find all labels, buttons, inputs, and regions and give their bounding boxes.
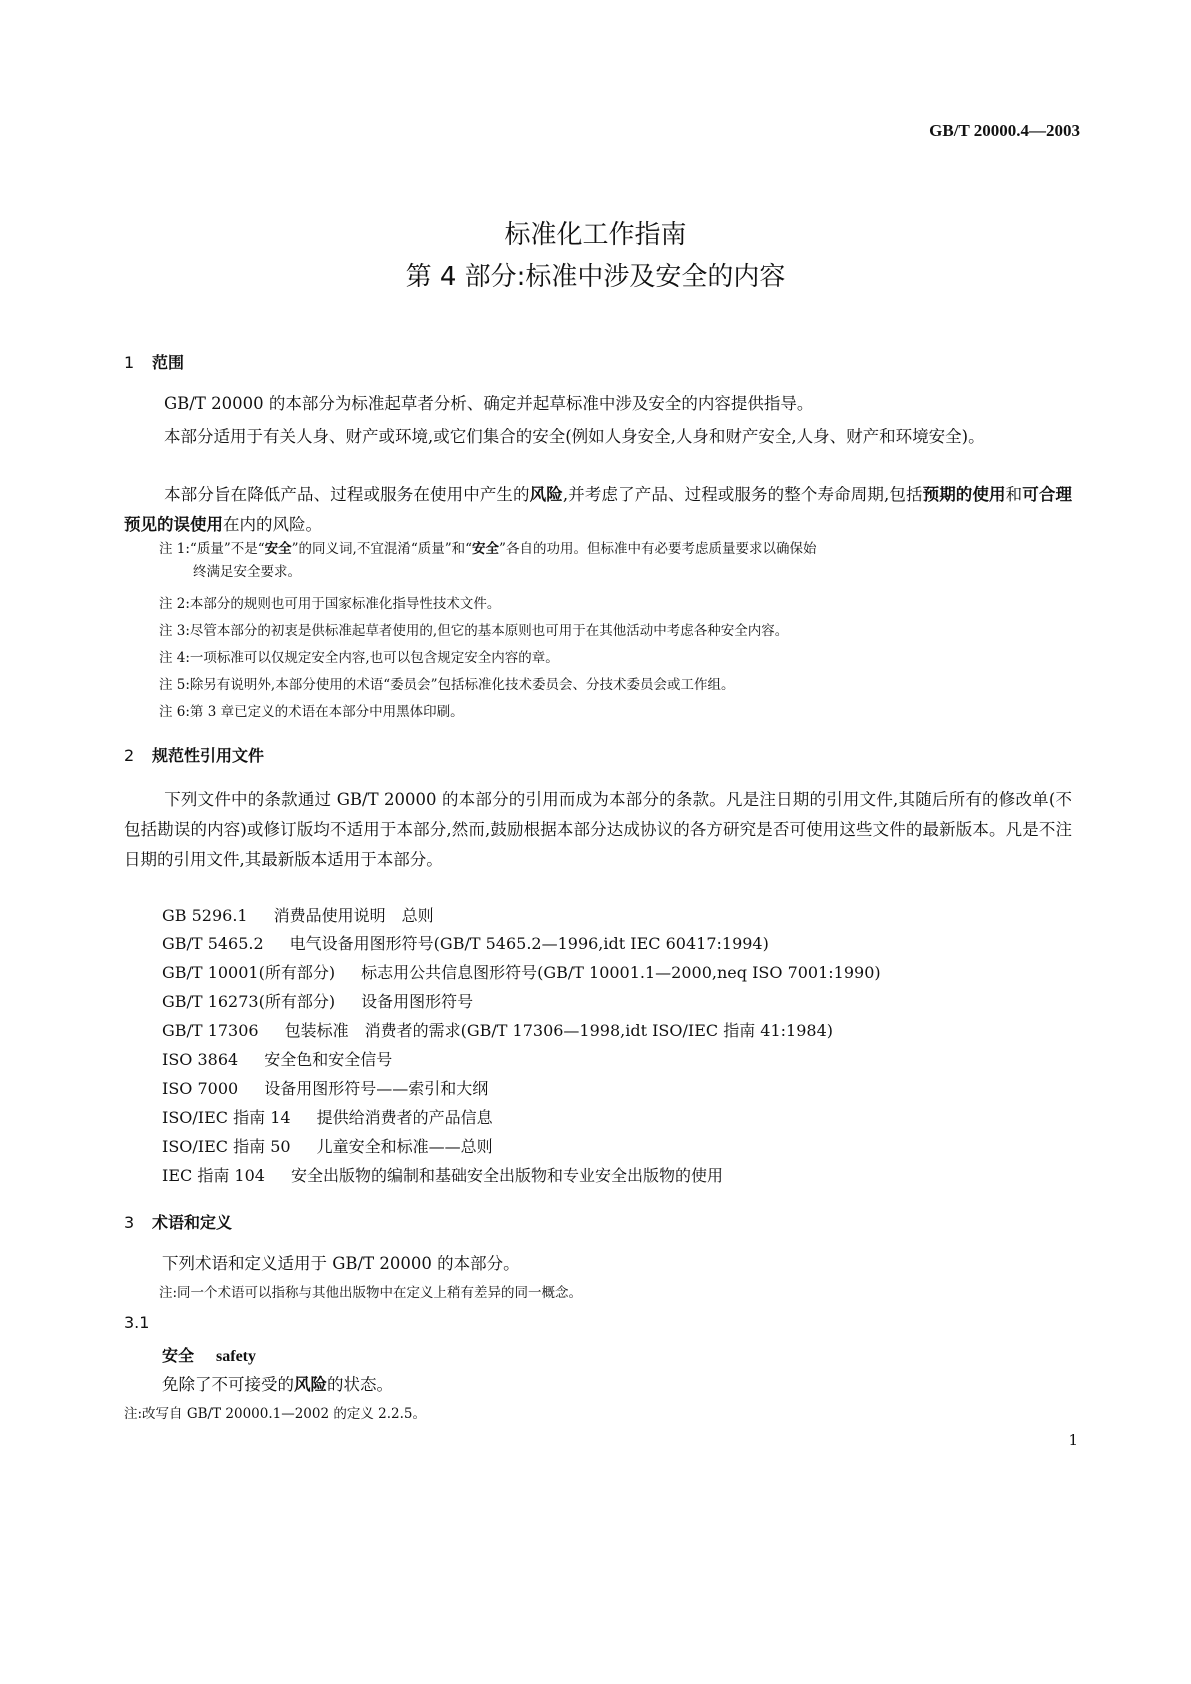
reference-title: 提供给消费者的产品信息 — [316, 1108, 493, 1127]
definition-text: 免除了不可接受的 — [162, 1375, 294, 1394]
paragraph-text: 在内的风险。 — [223, 515, 322, 534]
note-6: 注 6:第 3 章已定义的术语在本部分中用黑体印刷。 — [159, 704, 464, 720]
note-4: 注 4:一项标准可以仅规定安全内容,也可以包含规定安全内容的章。 — [159, 650, 559, 666]
section-2-heading — [124, 743, 264, 766]
reference-item — [162, 905, 434, 927]
reference-code: GB/T 5465.2 — [162, 934, 264, 953]
reference-item — [162, 1020, 833, 1042]
reference-item — [162, 962, 881, 984]
reference-code: ISO 3864 — [162, 1050, 239, 1069]
reference-item — [162, 1049, 392, 1071]
section-number: 3 — [124, 1213, 135, 1232]
note-2: 注 2:本部分的规则也可用于国家标准化指导性技术文件。 — [159, 596, 501, 612]
reference-title: 包装标准 消费者的需求(GB/T 17306—1998,idt ISO/IEC 指南 41:1984) — [284, 1021, 834, 1040]
paragraph — [124, 422, 1072, 452]
note-text: ”各自的功用。但标准中有必要考虑质量要求以确保始 — [499, 541, 817, 557]
reference-item — [162, 933, 769, 955]
note-text: 注 1:“质量”不是“ — [159, 541, 265, 557]
reference-title: 标志用公共信息图形符号(GB/T 10001.1—2000,neq ISO 7001:1990) — [361, 963, 881, 982]
section-1-heading — [124, 350, 184, 373]
reference-code: GB/T 16273(所有部分) — [162, 992, 336, 1011]
reference-title: 安全出版物的编制和基础安全出版物和专业安全出版物的使用 — [290, 1166, 723, 1185]
definition-note: 注:改写自 GB/T 20000.1—2002 的定义 2.2.5。 — [124, 1406, 427, 1422]
reference-code: GB/T 17306 — [162, 1021, 259, 1040]
paragraph-text: ,并考虑了产品、过程或服务的整个寿命周期,包括 — [562, 485, 923, 504]
subsection-number: 3.1 — [124, 1313, 150, 1332]
defined-term: 可合理预见的误使用 — [124, 485, 1073, 534]
reference-code: GB/T 10001(所有部分) — [162, 963, 336, 982]
reference-title: 儿童安全和标准——总则 — [316, 1137, 493, 1156]
defined-term: 预期的使用 — [922, 485, 1006, 504]
term-chinese: 安全 — [162, 1346, 195, 1365]
reference-title: 设备用图形符号 — [361, 992, 474, 1011]
standard-code: GB/T 20000.4—2003 — [929, 121, 1080, 140]
reference-item — [162, 1078, 488, 1100]
term-entry — [162, 1343, 256, 1366]
reference-title: 电气设备用图形符号(GB/T 5465.2—1996,idt IEC 60417:1994) — [289, 934, 769, 953]
definition-text: 的状态。 — [327, 1375, 393, 1394]
defined-term: 安全 — [472, 541, 500, 557]
reference-title: 设备用图形符号——索引和大纲 — [264, 1079, 489, 1098]
reference-title: 消费品使用说明 总则 — [273, 906, 434, 925]
note-continuation: 终满足安全要求。 — [193, 564, 301, 580]
paragraph-text: 本部分适用于有关人身、财产或环境,或它们集合的安全(例如人身安全,人身和财产安全,人身、财产和环境安全)。 — [164, 427, 985, 446]
section-3-heading — [124, 1210, 232, 1233]
reference-title: 安全色和安全信号 — [264, 1050, 393, 1069]
section-number: 1 — [124, 353, 135, 372]
defined-term: 风险 — [294, 1375, 327, 1394]
paragraph-text: 本部分旨在降低产品、过程或服务在使用中产生的 — [164, 485, 530, 504]
term-english: safety — [216, 1348, 256, 1365]
term-definition — [162, 1374, 393, 1396]
defined-term: 风险 — [529, 485, 563, 504]
reference-item — [162, 1107, 493, 1129]
reference-item — [162, 991, 473, 1013]
document-subtitle: 第 4 部分:标准中涉及安全的内容 — [405, 262, 786, 292]
defined-term: 安全 — [264, 541, 292, 557]
section-title: 范围 — [152, 353, 185, 372]
reference-code: ISO 7000 — [162, 1079, 239, 1098]
paragraph — [124, 480, 1072, 540]
section-number: 2 — [124, 746, 135, 765]
section-title: 规范性引用文件 — [152, 746, 265, 765]
paragraph — [124, 389, 1072, 419]
paragraph: 下列术语和定义适用于 GB/T 20000 的本部分。 — [162, 1254, 520, 1273]
section-title: 术语和定义 — [152, 1213, 233, 1232]
reference-code: ISO/IEC 指南 50 — [162, 1137, 291, 1156]
reference-item — [162, 1165, 723, 1187]
paragraph-text: 下列文件中的条款通过 GB/T 20000 的本部分的引用而成为本部分的条款。凡是注日期的引用文件,其随后所有的修改单(不包括勘误的内容)或修订版均不适用于本部分,然而,鼓励根据本部分达成协议的各方研究是否可使用这些文件的最新版本。凡是不注日期的引用文件,其最新版本适用于本部分。 — [124, 790, 1072, 869]
reference-code: GB 5296.1 — [162, 906, 248, 925]
paragraph-text: 和 — [1005, 485, 1023, 504]
reference-item — [162, 1136, 493, 1158]
document-title: 标准化工作指南 — [504, 220, 687, 250]
section-3-note: 注:同一个术语可以指称与其他出版物中在定义上稍有差异的同一概念。 — [159, 1285, 583, 1301]
note-5: 注 5:除另有说明外,本部分使用的术语“委员会”包括标准化技术委员会、分技术委员会或工作组。 — [159, 677, 735, 693]
reference-code: ISO/IEC 指南 14 — [162, 1108, 291, 1127]
page-number: 1 — [1068, 1431, 1078, 1449]
note-text: ”的同义词,不宜混淆“质量”和“ — [291, 541, 473, 557]
note-3: 注 3:尽管本部分的初衷是供标准起草者使用的,但它的基本原则也可用于在其他活动中考虑各种安全内容。 — [159, 623, 789, 639]
reference-code: IEC 指南 104 — [162, 1166, 265, 1185]
note-1 — [159, 538, 1069, 584]
paragraph — [124, 785, 1072, 875]
paragraph-text: GB/T 20000 的本部分为标准起草者分析、确定并起草标准中涉及安全的内容提供指导。 — [164, 394, 814, 413]
